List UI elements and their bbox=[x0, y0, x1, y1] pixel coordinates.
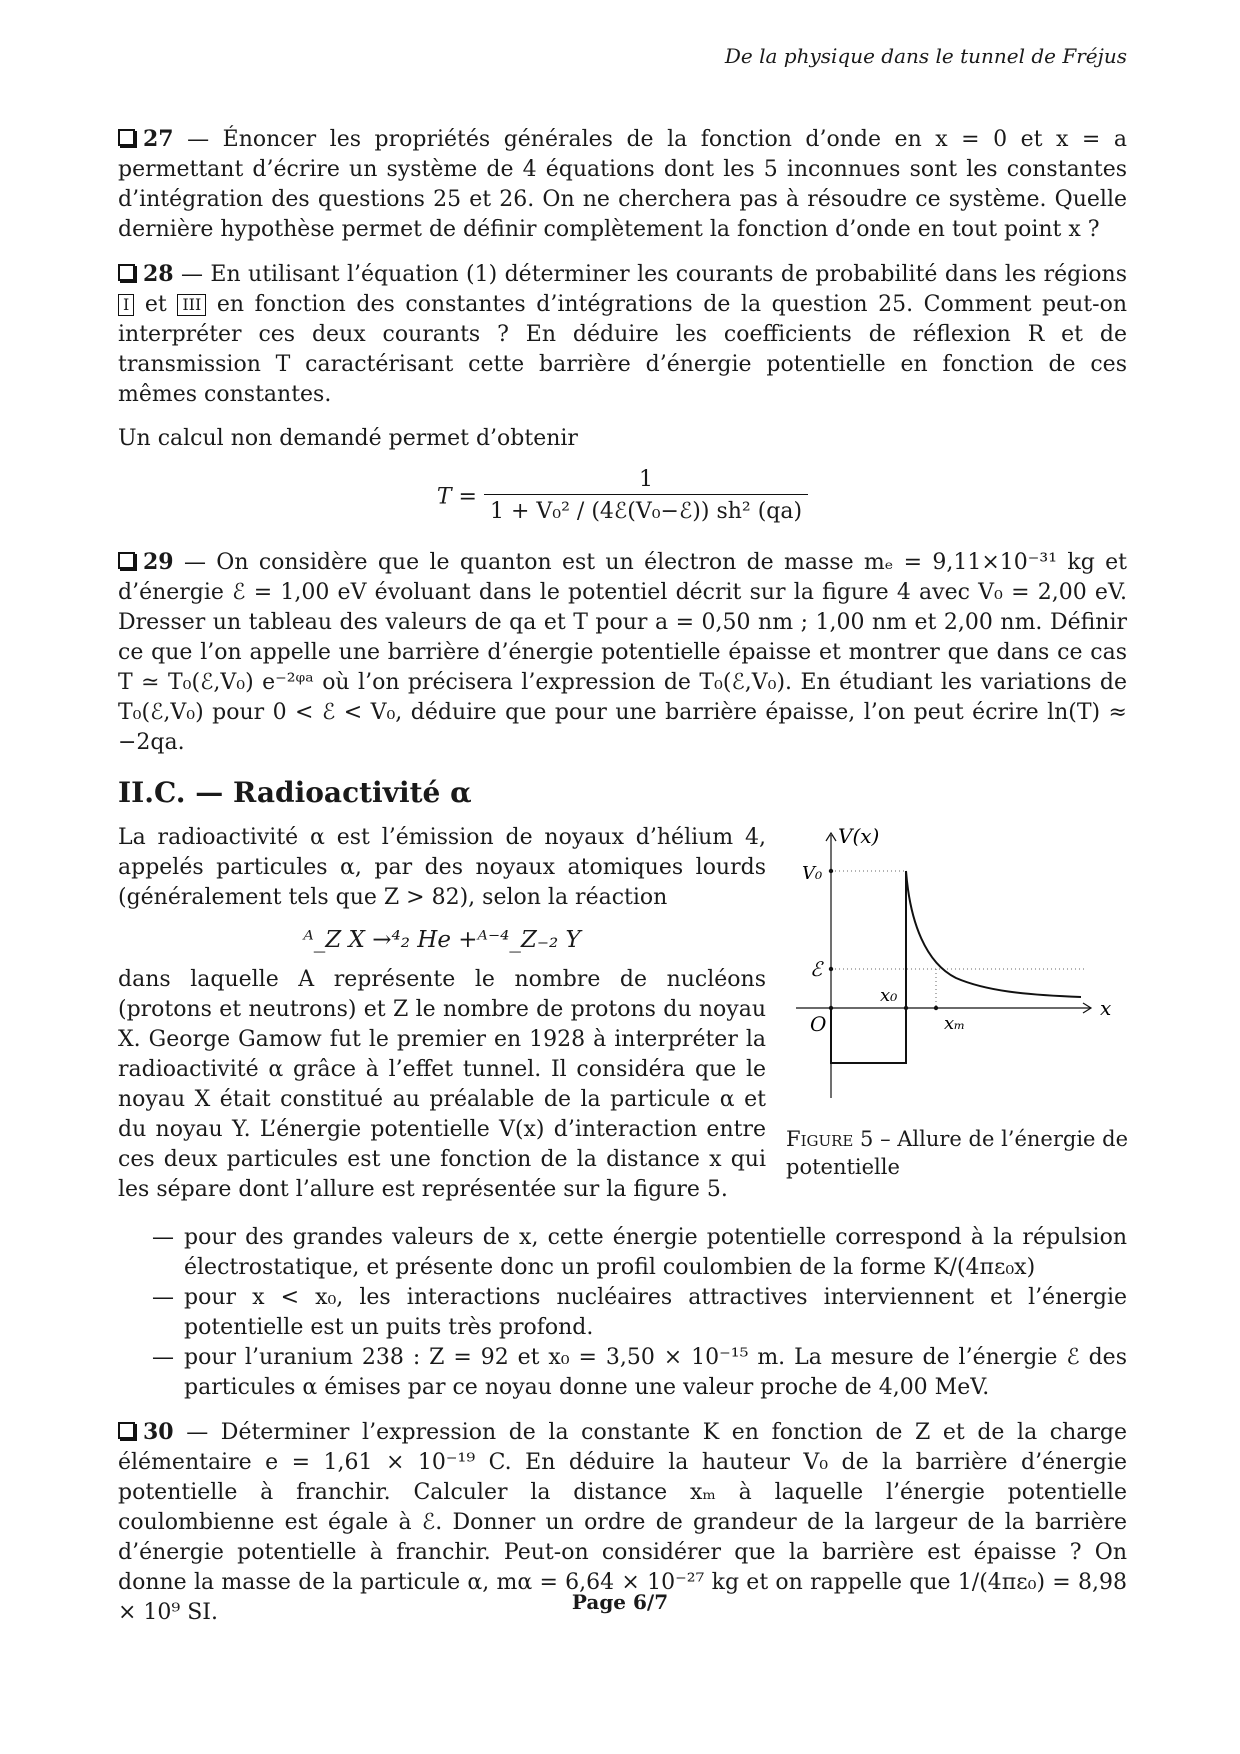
v0-tick bbox=[829, 869, 833, 873]
xm-label: xₘ bbox=[944, 1013, 966, 1034]
question-28 bbox=[118, 259, 1127, 410]
origin-label: O bbox=[810, 1012, 827, 1036]
question-text: — Déterminer l’expression de la constante K en fonction de Z et de la charge élémentaire e = 1,61 × 10⁻¹⁹ C. En déduire la hauteur V₀ de la barrière d’énergie potentielle à franchir. Calculer la distance xₘ à laquelle l’énergie potentielle coulombienne est égale à ℰ. Donner un ordre de grandeur de la largeur de la barrière d’énergie potentielle à franchir. Peut-on considérer que la barrière est épaisse ? On donne la masse de la particule α, mα = 6,64 × 10⁻²⁷ kg et on rappelle que 1/(4πε₀) = 8,98 × 10⁹ SI. bbox=[118, 1420, 1127, 1625]
list-item: — pour l’uranium 238 : Z = 92 et x₀ = 3,50 × 10⁻¹⁵ m. La mesure de l’énergie ℰ des particules α émises par ce noyau donne une valeur proche de 4,00 MeV. bbox=[118, 1343, 1127, 1403]
question-text-part-b: et bbox=[144, 292, 167, 317]
question-text-part-c: en fonction des constantes d’intégrations de la question 25. Comment peut-on interpréter ces deux courants ? En déduire les coefficients de réflexion R et de transmission T caractérisant cette barrière d’énergie potentielle en fonction de ces mêmes constantes. bbox=[118, 292, 1127, 407]
region-label-3: III bbox=[177, 294, 206, 316]
hypotheses-list bbox=[118, 1223, 1127, 1403]
section-title: II.C. — Radioactivité α bbox=[118, 776, 472, 809]
coulomb-curve bbox=[906, 871, 1081, 997]
question-number: 30 bbox=[143, 1419, 174, 1445]
xm-tick bbox=[934, 1006, 938, 1010]
figure-caption-label: Figure 5 bbox=[786, 1127, 874, 1151]
alpha-text-column bbox=[118, 823, 766, 1205]
page-number: Page 6/7 bbox=[571, 1590, 669, 1614]
energy-tick bbox=[829, 967, 833, 971]
potential-energy-graph bbox=[786, 823, 1126, 1113]
question-number: 28 bbox=[143, 261, 174, 287]
y-axis-label: V(x) bbox=[838, 824, 880, 848]
v0-label: V₀ bbox=[802, 863, 823, 884]
checkbox-icon bbox=[118, 552, 135, 569]
list-item: — pour x < x₀, les interactions nucléaires attractives interviennent et l’énergie potentielle est un puits très profond. bbox=[118, 1283, 1127, 1343]
question-text-part-a: — En utilisant l’équation (1) déterminer les courants de probabilité dans les régions bbox=[181, 262, 1127, 287]
checkbox-icon bbox=[118, 1422, 135, 1439]
formula-intro: Un calcul non demandé permet d’obtenir bbox=[118, 426, 578, 451]
alpha-paragraph-1: La radioactivité α est l’émission de noyaux d’hélium 4, appelés particules α, par des noyaux atomiques lourds (généralement tels que Z > 82), selon la réaction bbox=[118, 825, 766, 910]
nuclear-well bbox=[831, 871, 906, 1063]
formula-lhs: T = bbox=[436, 484, 477, 510]
question-text: — Énoncer les propriétés générales de la fonction d’onde en x = 0 et x = a permettant d’écrire un système de 4 équations dont les 5 inconnues sont les constantes d’intégration des questions 25 et 26. On ne cherchera pas à résoudre ce système. Quelle dernière hypothèse permet de définir complètement la fonction d’onde en tout point x ? bbox=[118, 127, 1127, 242]
page-content bbox=[118, 124, 1127, 1642]
x0-tick bbox=[904, 1006, 908, 1010]
x-axis-label: x bbox=[1100, 996, 1112, 1020]
alpha-section bbox=[118, 823, 1127, 1223]
figure-caption-text: – Allure de l’énergie de potentielle bbox=[786, 1127, 1129, 1179]
figure-caption bbox=[786, 1125, 1131, 1181]
checkbox-icon bbox=[118, 129, 135, 146]
x0-label: x₀ bbox=[880, 985, 898, 1006]
formula-numerator: 1 bbox=[639, 467, 654, 492]
question-number: 29 bbox=[143, 549, 174, 575]
region-label-1: I bbox=[118, 294, 134, 316]
question-text: — On considère que le quanton est un électron de masse mₑ = 9,11×10⁻³¹ kg et d’énergie ℰ = 1,00 eV évoluant dans le potentiel décrit sur la figure 4 avec V₀ = 2,00 eV. Dresser un tableau des valeurs de qa et T pour a = 0,50 nm ; 1,00 nm et 2,00 nm. Définir ce que l’on appelle une barrière d’énergie potentielle épaisse et montrer que dans ce cas T ≃ T₀(ℰ,V₀) e⁻²ᵠᵃ où l’on précisera l’expression de T₀(ℰ,V₀). En étudiant les variations de T₀(ℰ,V₀) pour 0 < ℰ < V₀, déduire que pour une barrière épaisse, l’on peut écrire ln(T) ≈ −2qa. bbox=[118, 550, 1127, 755]
transmission-formula bbox=[118, 466, 1127, 529]
decay-reaction: ᴬ_Z X →⁴₂ He +ᴬ⁻⁴_Z₋₂ Y bbox=[303, 927, 581, 953]
question-27 bbox=[118, 124, 1127, 245]
formula-denominator: 1 + V₀² / (4ℰ(V₀−ℰ)) sh² (qa) bbox=[484, 494, 808, 529]
question-number: 27 bbox=[143, 126, 174, 152]
figure-5 bbox=[786, 823, 1131, 1181]
list-item: — pour des grandes valeurs de x, cette énergie potentielle correspond à la répulsion électrostatique, et présente donc un profil coulombien de la forme K/(4πε₀x) bbox=[118, 1223, 1127, 1283]
origin-tick bbox=[829, 1006, 833, 1010]
energy-label: ℰ bbox=[810, 957, 823, 981]
running-header: De la physique dans le tunnel de Fréjus bbox=[724, 44, 1127, 68]
question-29 bbox=[118, 547, 1127, 758]
formula-fraction bbox=[484, 466, 808, 529]
alpha-paragraph-2: dans laquelle A représente le nombre de nucléons (protons et neutrons) et Z le nombre de protons du noyau X. George Gamow fut le premier en 1928 à interpréter la radioactivité α grâce à l’effet tunnel. Il considéra que le noyau X était constitué au préalable de la particule α et du noyau Y. L’énergie potentielle V(x) d’interaction entre ces deux particules est une fonction de la distance x qui les sépare dont l’allure est représentée sur la figure 5. bbox=[118, 967, 766, 1202]
checkbox-icon bbox=[118, 264, 135, 281]
